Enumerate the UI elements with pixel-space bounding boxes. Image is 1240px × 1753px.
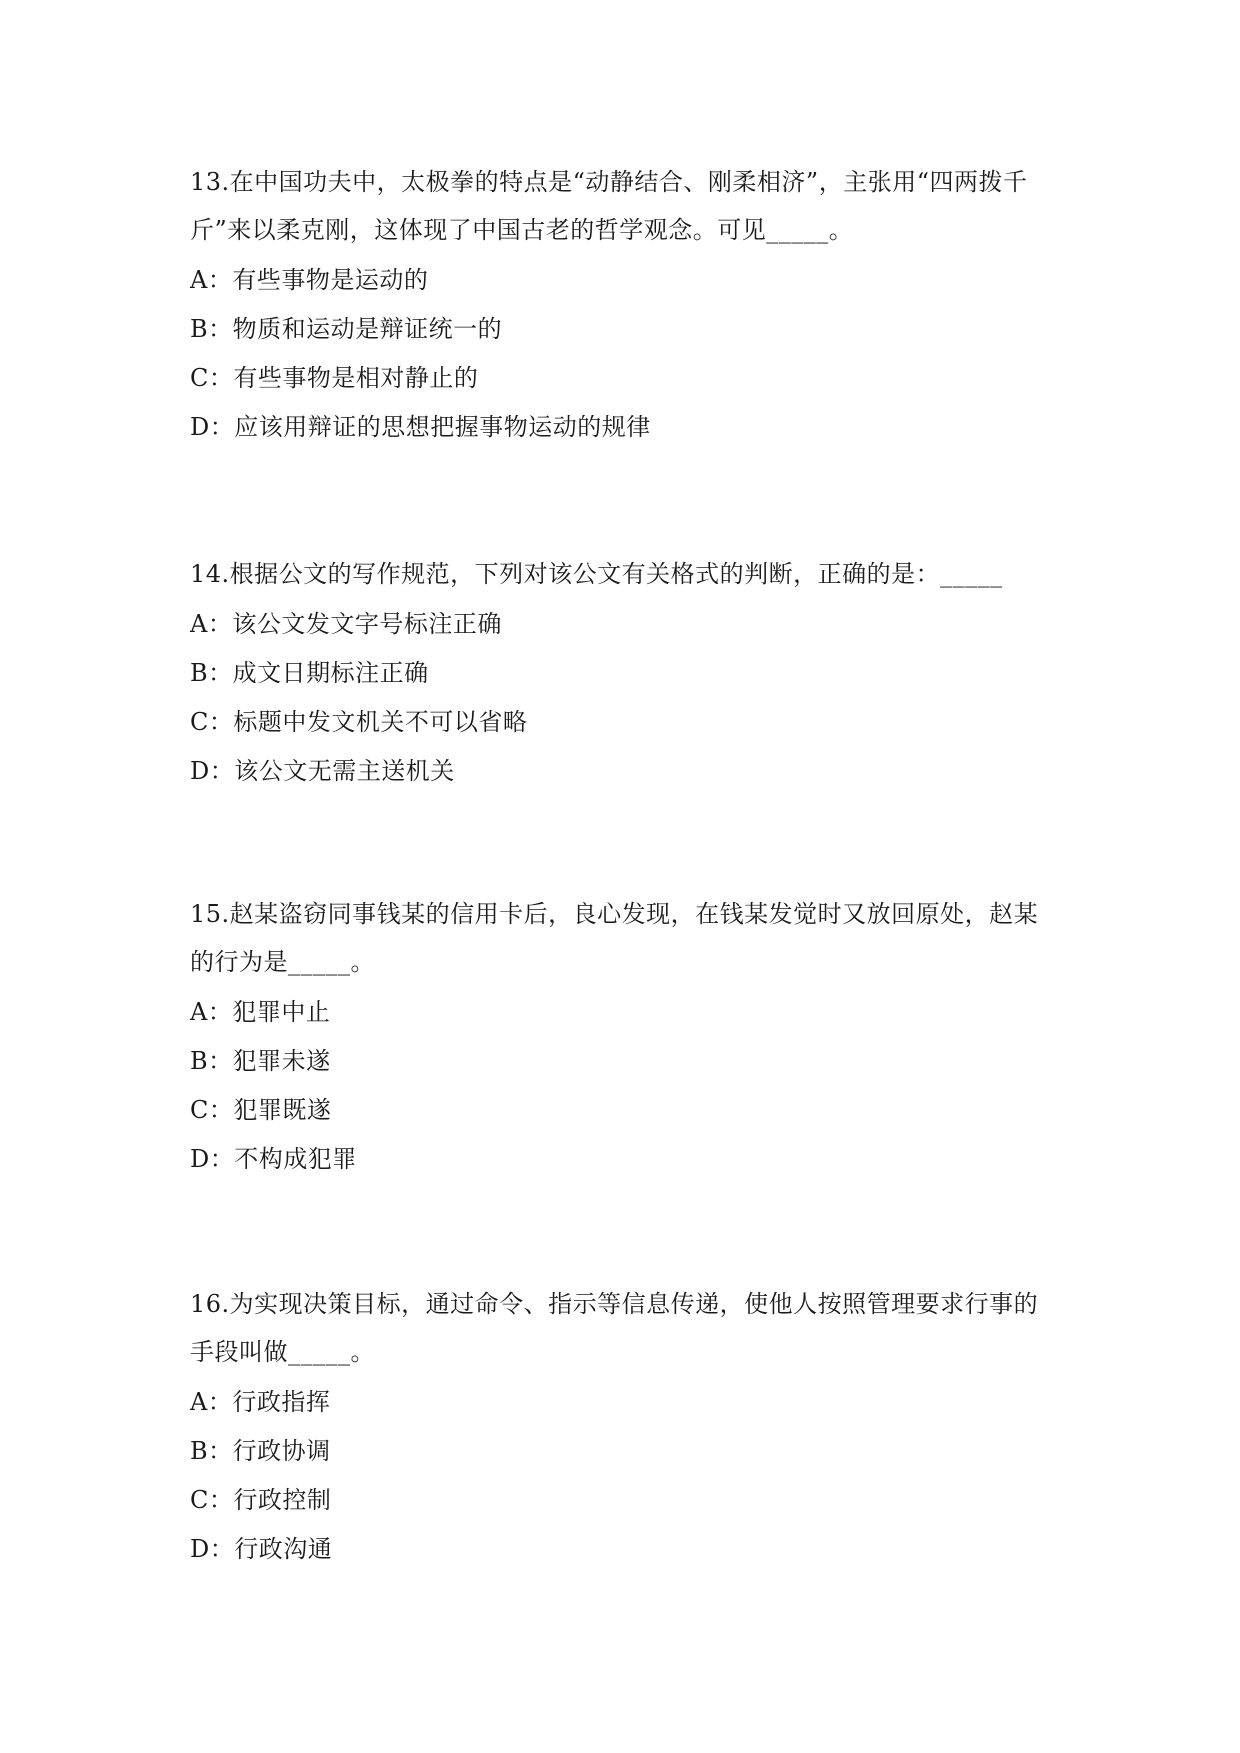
option-c: C：有些事物是相对静止的 — [190, 364, 479, 392]
option-d: D：行政沟通 — [190, 1535, 333, 1563]
question-stem: 16.为实现决策目标，通过命令、指示等信息传递，使他人按照管理要求行事的手段叫做_____。 — [190, 1290, 1039, 1366]
question-13 — [190, 158, 1060, 452]
question-stem: 14.根据公文的写作规范，下列对该公文有关格式的判断，正确的是：_____ — [190, 560, 1003, 588]
option-c: C：行政控制 — [190, 1486, 332, 1514]
option-a: A：该公文发文字号标注正确 — [190, 610, 502, 638]
option-d: D：该公文无需主送机关 — [190, 757, 455, 785]
option-a: A：行政指挥 — [190, 1388, 331, 1416]
question-stem: 15.赵某盗窃同事钱某的信用卡后，良心发现，在钱某发觉时又放回原处，赵某的行为是_____。 — [190, 900, 1039, 976]
option-d: D：应该用辩证的思想把握事物运动的规律 — [190, 413, 651, 441]
option-d: D：不构成犯罪 — [190, 1145, 357, 1173]
question-15 — [190, 890, 1060, 1184]
option-b: B：成文日期标注正确 — [190, 659, 429, 687]
question-16 — [190, 1280, 1060, 1574]
option-b: B：行政协调 — [190, 1437, 331, 1465]
question-14 — [190, 550, 1060, 796]
option-b: B：犯罪未遂 — [190, 1047, 331, 1075]
option-c: C：标题中发文机关不可以省略 — [190, 708, 528, 736]
question-stem: 13.在中国功夫中，太极拳的特点是“动静结合、刚柔相济”，主张用“四两拨千斤”来以柔克刚，这体现了中国古老的哲学观念。可见_____。 — [190, 168, 1028, 244]
option-a: A：犯罪中止 — [190, 998, 331, 1026]
option-c: C：犯罪既遂 — [190, 1096, 332, 1124]
option-a: A：有些事物是运动的 — [190, 266, 429, 294]
option-b: B：物质和运动是辩证统一的 — [190, 315, 503, 343]
